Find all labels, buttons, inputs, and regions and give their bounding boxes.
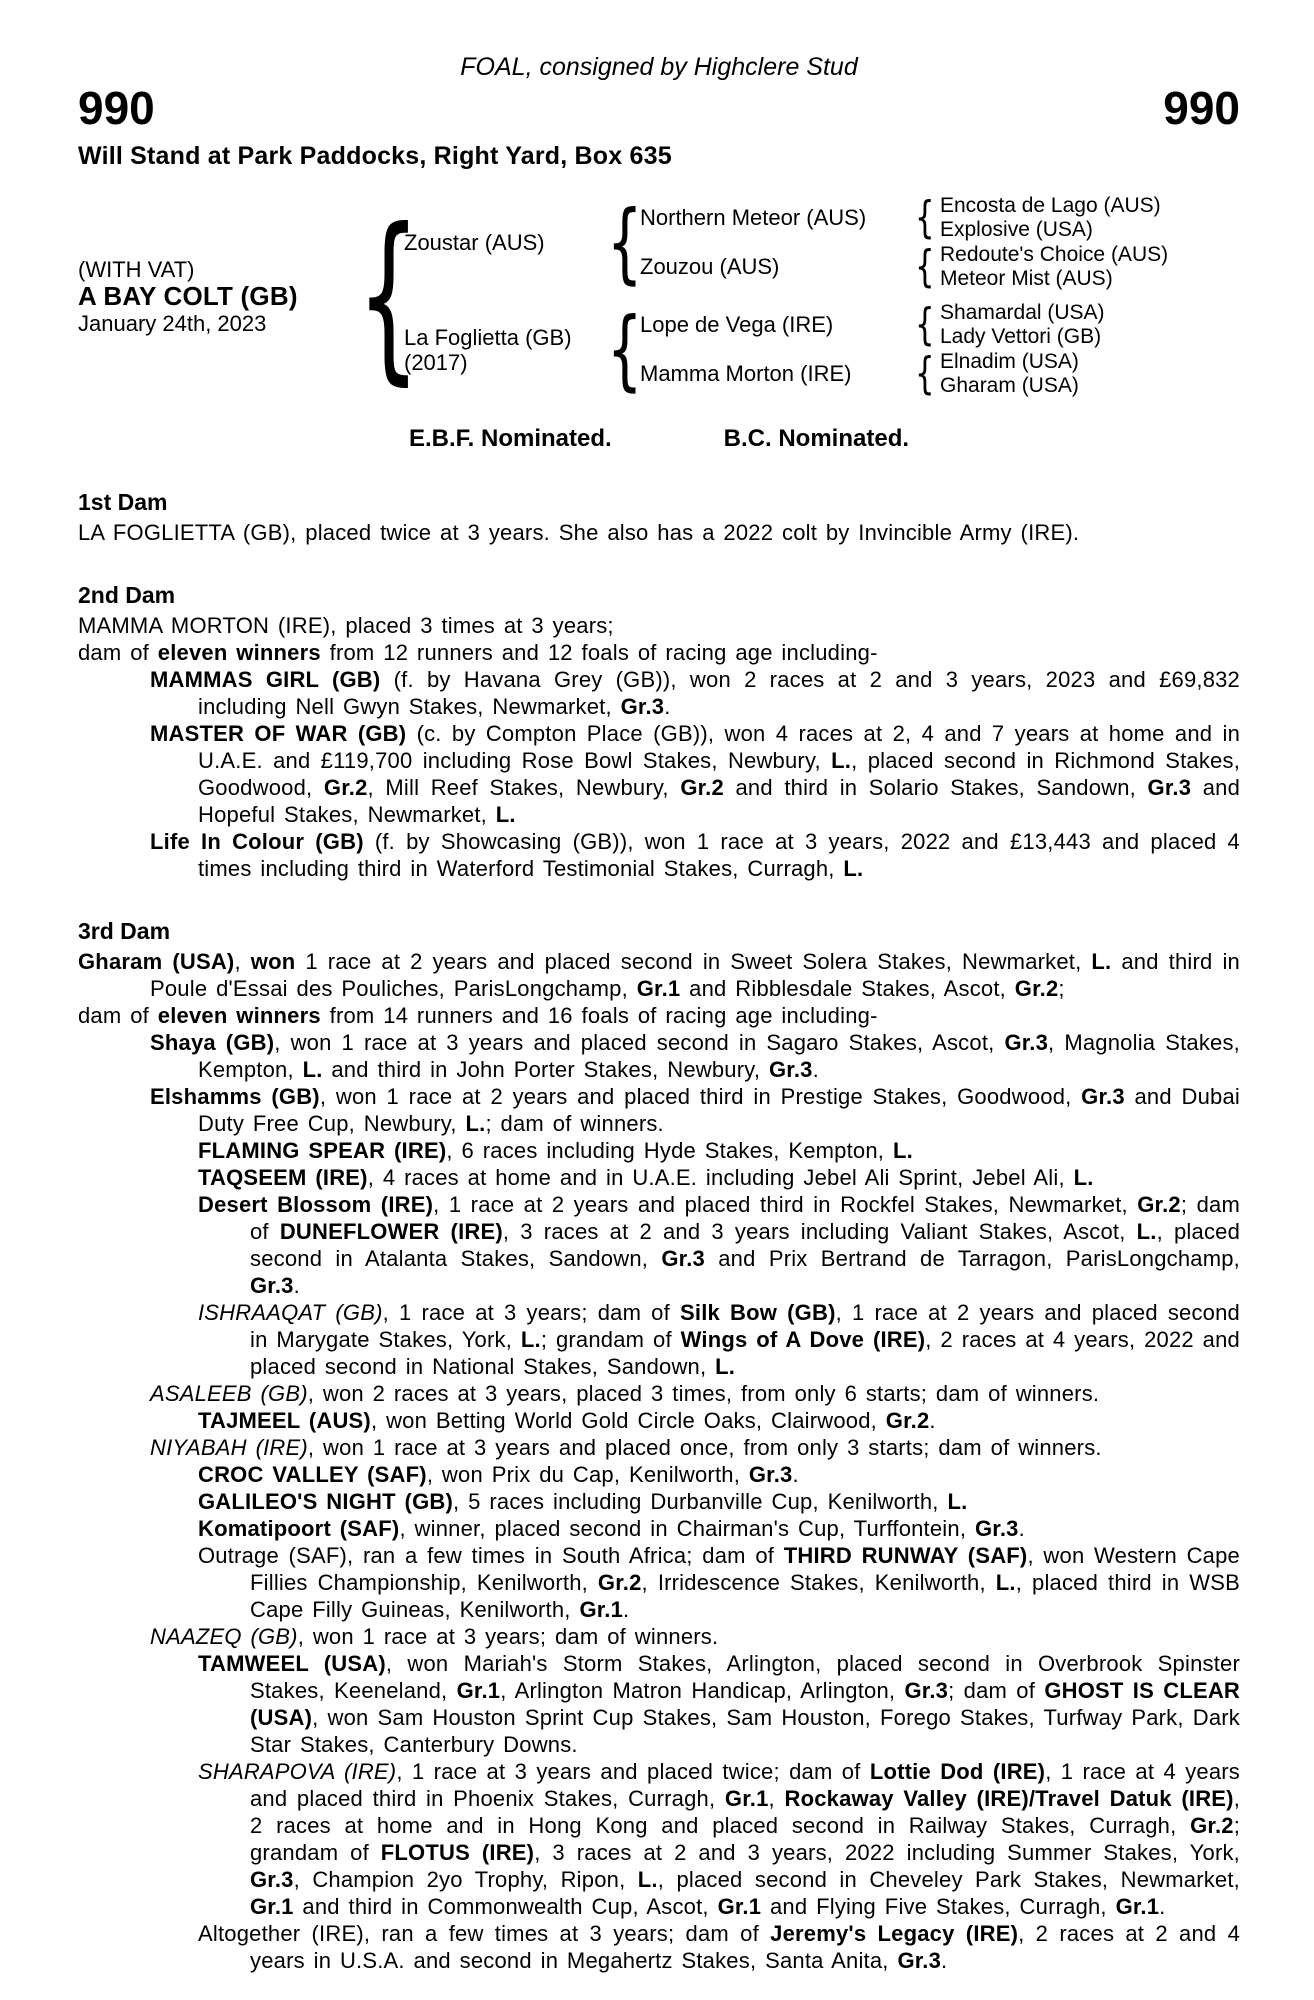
black-type-text: Gr.2 — [1014, 976, 1059, 1001]
black-type-text: MAMMAS GIRL (GB) — [150, 667, 381, 692]
black-type-text: Gr.1 — [579, 1597, 624, 1622]
black-type-text: Gr.3 — [748, 1462, 793, 1487]
black-type-text: Desert Blossom (IRE) — [198, 1192, 434, 1217]
produce-paragraph — [78, 1542, 1240, 1623]
body-text: , 2 races at home and in Hong Kong and placed second in Railway Stakes, Curragh, — [250, 1786, 1241, 1838]
gen4-name: Explosive (USA) — [940, 218, 1093, 241]
dam-sections — [78, 489, 1240, 1974]
produce-paragraph — [78, 1515, 1240, 1542]
black-type-text: Gr.3 — [620, 694, 665, 719]
black-type-text: L. — [465, 1111, 486, 1136]
black-type-text: Gr.2 — [1190, 1813, 1234, 1838]
body-text: . — [664, 694, 671, 719]
produce-paragraph — [78, 1029, 1240, 1083]
body-text: , placed second in Cheveley Park Stakes, Newmarket, — [657, 1867, 1240, 1892]
subject-name: A BAY COLT (GB) — [78, 280, 298, 311]
black-type-text: L. — [302, 1057, 323, 1082]
gen4-name: Lady Vettori (GB) — [940, 325, 1102, 348]
black-type-text: L. — [947, 1489, 968, 1514]
dam-gen3-column — [640, 301, 1105, 399]
produce-paragraph — [78, 1083, 1240, 1137]
produce-paragraph — [78, 1380, 1240, 1407]
brace-icon: { — [607, 191, 643, 294]
body-text: from 12 runners and 12 foals of racing age including- — [320, 640, 878, 665]
black-type-text: FLOTUS (IRE) — [380, 1840, 535, 1865]
body-text: ; dam of winners. — [485, 1111, 664, 1136]
black-type-text: L. — [995, 1570, 1016, 1595]
sire-dam-name: Zouzou (AUS) — [640, 254, 780, 279]
body-text: . — [929, 1408, 936, 1433]
body-text: and third in John Porter Stakes, Newbury, — [322, 1057, 769, 1082]
produce-paragraph — [78, 519, 1240, 546]
body-text: , Magnolia Stakes, Kempton, — [198, 1030, 1240, 1082]
black-type-text: THIRD RUNWAY (SAF) — [783, 1543, 1028, 1568]
body-text: . — [623, 1597, 630, 1622]
body-text: and Hopeful Stakes, Newmarket, — [198, 775, 1241, 827]
body-text: and Prix Bertrand de Tarragon, ParisLongchamp, — [704, 1246, 1240, 1271]
body-text: ; grandam of — [540, 1327, 681, 1352]
black-type-text: Gr.3 — [768, 1057, 813, 1082]
produce-paragraph — [78, 1623, 1240, 1650]
black-type-text: Gr.1 — [456, 1678, 501, 1703]
black-type-text: DUNEFLOWER (IRE) — [279, 1219, 503, 1244]
dam-year-line: (2017) — [404, 349, 468, 375]
body-text: and third in Solario Stakes, Sandown, — [723, 775, 1148, 800]
sire-group — [404, 193, 1168, 292]
lot-number-left: 990 — [78, 82, 155, 134]
black-type-text: Gr.1 — [717, 1894, 762, 1919]
body-text: from 14 runners and 16 foals of racing age including- — [320, 1003, 878, 1028]
black-type-text: Gr.3 — [897, 1948, 942, 1973]
body-text: , Champion 2yo Trophy, Ripon, — [293, 1867, 638, 1892]
black-type-text: Gr.1 — [250, 1894, 294, 1919]
italic-name-text: NAAZEQ (GB) — [150, 1624, 298, 1649]
pedigree-subject — [78, 256, 374, 337]
body-text: and Ribblesdale Stakes, Ascot, — [680, 976, 1015, 1001]
black-type-text: Gr.2 — [680, 775, 724, 800]
black-type-text: L. — [831, 748, 852, 773]
produce-paragraph — [78, 1002, 1240, 1029]
produce-paragraph — [78, 1650, 1240, 1758]
produce-paragraph — [78, 1461, 1240, 1488]
black-type-text: Gr.3 — [1147, 775, 1192, 800]
ebf-nominated: E.B.F. Nominated. — [408, 425, 612, 452]
body-text: , won Mariah's Storm Stakes, Arlington, placed second in Overbrook Spinster Stakes, Keeneland, — [250, 1651, 1240, 1703]
sire-sire-group — [640, 194, 1168, 243]
black-type-text: L. — [892, 1138, 913, 1163]
black-type-text: won — [250, 949, 296, 974]
body-text: , Arlington Matron Handicap, Arlington, — [500, 1678, 905, 1703]
consignor-line: FOAL, consigned by Highclere Stud — [460, 53, 858, 81]
produce-paragraph — [78, 1137, 1240, 1164]
body-text: , placed third in WSB Cape Filly Guineas, Kenilworth, — [250, 1570, 1240, 1622]
sire-gen3-column — [640, 194, 1168, 292]
body-text: , won Prix du Cap, Kenilworth, — [426, 1462, 749, 1487]
body-text: and Flying Five Stakes, Curragh, — [761, 1894, 1116, 1919]
body-text: , 3 races at 2 and 3 years including Valiant Stakes, Ascot, — [502, 1219, 1137, 1244]
black-type-text: TAQSEEM (IRE) — [198, 1165, 368, 1190]
produce-paragraph — [78, 666, 1240, 720]
brace-icon: { — [357, 190, 421, 402]
body-text: , won Sam Houston Sprint Cup Stakes, Sam Houston, Forego Stakes, Turfway Park, Dark Star Stakes, Canterbury Downs. — [250, 1705, 1240, 1757]
sire-sire-name: Northern Meteor (AUS) — [640, 205, 867, 230]
body-text: , 1 race at 3 years; dam of — [382, 1300, 681, 1325]
produce-paragraph — [78, 1434, 1240, 1461]
brace-icon: { — [915, 348, 935, 399]
black-type-text: FLAMING SPEAR (IRE) — [198, 1138, 447, 1163]
produce-paragraph — [78, 1299, 1240, 1380]
subject-foaling-date: January 24th, 2023 — [78, 310, 267, 336]
black-type-text: Gr.1 — [1115, 1894, 1160, 1919]
pedigree-table — [78, 185, 1240, 407]
gen4-name: Shamardal (USA) — [940, 301, 1105, 324]
black-type-text: Elshamms (GB) — [150, 1084, 320, 1109]
subject-vat: (WITH VAT) — [78, 256, 195, 282]
black-type-text: eleven winners — [157, 1003, 321, 1028]
black-type-text: L. — [1091, 949, 1112, 974]
body-text: , won 1 race at 3 years and placed once, from only 3 starts; dam of winners. — [307, 1435, 1102, 1460]
black-type-text: TAJMEEL (AUS) — [198, 1408, 371, 1433]
produce-paragraph — [78, 1191, 1240, 1299]
body-text: , 6 races including Hyde Stakes, Kempton, — [446, 1138, 893, 1163]
black-type-text: Gr.3 — [250, 1273, 294, 1298]
body-text: . — [941, 1948, 948, 1973]
body-text: , 2 races at 4 years, 2022 and placed second in National Stakes, Sandown, — [250, 1327, 1240, 1379]
produce-paragraph — [78, 639, 1240, 666]
black-type-text: Rockaway Valley (IRE)/Travel Datuk (IRE) — [784, 1786, 1234, 1811]
italic-name-text: SHARAPOVA (IRE) — [198, 1759, 397, 1784]
body-text: , 5 races including Durbanville Cup, Kenilworth, — [453, 1489, 948, 1514]
body-text: , won Betting World Gold Circle Oaks, Clairwood, — [370, 1408, 886, 1433]
black-type-text: Gr.2 — [1137, 1192, 1181, 1217]
body-text: ; grandam of — [250, 1813, 1240, 1865]
dam-sire-group — [640, 301, 1105, 350]
black-type-text: L. — [715, 1354, 736, 1379]
black-type-text: Gr.2 — [323, 775, 368, 800]
body-text: , 2 races at 2 and 4 years in U.S.A. and second in Megahertz Stakes, Santa Anita, — [250, 1921, 1240, 1973]
body-text: . — [1159, 1894, 1166, 1919]
produce-paragraph — [78, 1164, 1240, 1191]
black-type-text: Gr.1 — [636, 976, 681, 1001]
body-text: and third in Poule d'Essai des Pouliches, ParisLongchamp, — [150, 949, 1240, 1001]
italic-name-text: ASALEEB (GB) — [150, 1381, 308, 1406]
gen4-pair — [940, 194, 1161, 242]
stand-location: Will Stand at Park Paddocks, Right Yard, Box 635 — [78, 142, 672, 170]
lot-number-right: 990 — [1163, 82, 1240, 134]
body-text: , Mill Reef Stakes, Newbury, — [367, 775, 681, 800]
body-text: , 4 races at home and in U.A.E. including Jebel Ali Sprint, Jebel Ali, — [367, 1165, 1074, 1190]
produce-paragraph — [78, 1758, 1240, 1920]
gen4-name: Gharam (USA) — [940, 374, 1079, 397]
body-text: , 1 race at 3 years and placed twice; dam of — [396, 1759, 870, 1784]
body-text: , placed second in Atalanta Stakes, Sandown, — [250, 1219, 1241, 1271]
black-type-text: L. — [843, 856, 864, 881]
body-text: ; — [1058, 976, 1065, 1001]
body-text: , winner, placed second in Chairman's Cup, Turffontein, — [399, 1516, 975, 1541]
black-type-text: Gr.3 — [661, 1246, 705, 1271]
italic-name-text: ISHRAAQAT (GB) — [198, 1300, 383, 1325]
dam-group — [404, 300, 1168, 399]
bc-nominated: B.C. Nominated. — [723, 425, 910, 452]
black-type-text: Gr.3 — [1081, 1084, 1125, 1109]
black-type-text: Gr.1 — [724, 1786, 769, 1811]
brace-icon: { — [915, 192, 935, 243]
gen4-pair — [940, 243, 1168, 291]
body-text: ; dam of — [948, 1678, 1045, 1703]
black-type-text: Komatipoort (SAF) — [198, 1516, 400, 1541]
produce-paragraph — [78, 828, 1240, 882]
black-type-text: MASTER OF WAR (GB) — [150, 721, 407, 746]
lot-number-row — [78, 84, 1240, 132]
body-text: dam of — [78, 1003, 158, 1028]
body-text: , — [768, 1786, 785, 1811]
brace-icon: { — [915, 299, 935, 350]
produce-paragraph — [78, 948, 1240, 1002]
gen4-pair — [940, 301, 1105, 349]
black-type-text: L. — [637, 1867, 658, 1892]
gen4-name: Meteor Mist (AUS) — [940, 267, 1113, 290]
black-type-text: eleven winners — [157, 640, 321, 665]
black-type-text: L. — [1136, 1219, 1157, 1244]
body-text: , won Western Cape Fillies Championship, Kenilworth, — [250, 1543, 1240, 1595]
body-text: , won 1 race at 3 years; dam of winners. — [297, 1624, 719, 1649]
black-type-text: Silk Bow (GB) — [680, 1300, 836, 1325]
black-type-text: Gr.3 — [974, 1516, 1019, 1541]
sire-name: Zoustar (AUS) — [404, 230, 545, 255]
body-text: , 3 races at 2 and 3 years, 2022 including Summer Stakes, York, — [534, 1840, 1240, 1865]
body-text: , 1 race at 2 years and placed third in Rockfel Stakes, Newmarket, — [433, 1192, 1138, 1217]
nominations-row — [78, 425, 1240, 453]
gen4-name: Elnadim (USA) — [940, 350, 1079, 373]
body-text: , — [234, 949, 251, 974]
black-type-text: L. — [1073, 1165, 1094, 1190]
body-text: . — [792, 1462, 799, 1487]
body-text: , Irridescence Stakes, Kenilworth, — [641, 1570, 996, 1595]
dam-sire-name: Lope de Vega (IRE) — [640, 312, 834, 337]
body-text: Altogether (IRE), ran a few times at 3 years; dam of — [198, 1921, 771, 1946]
dam-heading: 1st Dam — [78, 489, 168, 515]
black-type-text: Gr.2 — [885, 1408, 930, 1433]
body-text: (c. by Compton Place (GB)), won 4 races at 2, 4 and 7 years at home and in U.A.E. and £119,700 including Rose Bowl Stakes, Newbury, — [198, 721, 1241, 773]
black-type-text: L. — [495, 802, 516, 827]
dam-name — [404, 325, 610, 375]
produce-paragraph — [78, 612, 1240, 639]
gen4-name: Encosta de Lago (AUS) — [940, 194, 1161, 217]
brace-icon: { — [915, 241, 935, 292]
black-type-text: Gr.2 — [597, 1570, 642, 1595]
black-type-text: GALILEO'S NIGHT (GB) — [198, 1489, 453, 1514]
produce-paragraph — [78, 1488, 1240, 1515]
body-text: 1 race at 2 years and placed second in Sweet Solera Stakes, Newmarket, — [295, 949, 1092, 974]
body-text: Outrage (SAF), ran a few times in South Africa; dam of — [198, 1543, 784, 1568]
body-text: , placed second in Richmond Stakes, Goodwood, — [198, 748, 1241, 800]
body-text: LA FOGLIETTA (GB), placed twice at 3 years. She also has a 2022 colt by Invincible Army (IRE). — [78, 520, 1080, 545]
black-type-text: GHOST IS CLEAR (USA) — [250, 1678, 1241, 1730]
black-type-text: L. — [520, 1327, 541, 1352]
black-type-text: Gharam (USA) — [78, 949, 235, 974]
black-type-text: TAMWEEL (USA) — [198, 1651, 386, 1676]
black-type-text: Lottie Dod (IRE) — [869, 1759, 1046, 1784]
body-text: , 1 race at 2 years and placed second in Marygate Stakes, York, — [250, 1300, 1240, 1352]
dam-dam-name: Mamma Morton (IRE) — [640, 361, 852, 386]
body-text: . — [293, 1273, 300, 1298]
gen4-name: Redoute's Choice (AUS) — [940, 243, 1169, 266]
black-type-text: CROC VALLEY (SAF) — [198, 1462, 427, 1487]
gen4-pair — [940, 350, 1079, 398]
body-text: (f. by Havana Grey (GB)), won 2 races at 2 and 3 years, 2023 and £69,832 including Nell Gwyn Stakes, Newmarket, — [198, 667, 1240, 719]
body-text: , won 1 race at 2 years and placed third in Prestige Stakes, Goodwood, — [319, 1084, 1082, 1109]
body-text: . — [812, 1057, 819, 1082]
black-type-text: Wings of A Dove (IRE) — [680, 1327, 926, 1352]
body-text: and third in Commonwealth Cup, Ascot, — [293, 1894, 718, 1919]
pedigree-gen2-column — [404, 193, 1168, 399]
body-text: MAMMA MORTON (IRE), placed 3 times at 3 years; — [78, 613, 614, 638]
produce-paragraph — [78, 1407, 1240, 1434]
italic-name-text: NIYABAH (IRE) — [150, 1435, 308, 1460]
body-text: (f. by Showcasing (GB)), won 1 race at 3 years, 2022 and £13,443 and placed 4 times including third in Waterford Testimonial Stakes, Curragh, — [198, 829, 1240, 881]
produce-paragraph — [78, 1920, 1240, 1974]
body-text: , 1 race at 4 years and placed third in Phoenix Stakes, Curragh, — [250, 1759, 1240, 1811]
body-text: and Dubai Duty Free Cup, Newbury, — [198, 1084, 1240, 1136]
black-type-text: Gr.3 — [1004, 1030, 1049, 1055]
dam-heading: 3rd Dam — [78, 918, 171, 944]
produce-paragraph — [78, 720, 1240, 828]
body-text: , won 1 race at 3 years and placed second in Sagaro Stakes, Ascot, — [274, 1030, 1005, 1055]
body-text: , won 2 races at 3 years, placed 3 times, from only 6 starts; dam of winners. — [307, 1381, 1100, 1406]
dam-dam-group — [640, 350, 1105, 399]
black-type-text: Shaya (GB) — [150, 1030, 275, 1055]
black-type-text: Jeremy's Legacy (IRE) — [770, 1921, 1019, 1946]
black-type-text: Gr.3 — [250, 1867, 294, 1892]
body-text: dam of — [78, 640, 158, 665]
brace-icon: { — [607, 298, 643, 401]
sire-dam-group — [640, 243, 1168, 292]
dam-name-line: La Foglietta (GB) — [404, 324, 572, 350]
body-text: . — [1018, 1516, 1025, 1541]
body-text: ; dam of — [250, 1192, 1240, 1244]
dam-heading: 2nd Dam — [78, 582, 176, 608]
black-type-text: Life In Colour (GB) — [150, 829, 364, 854]
black-type-text: Gr.3 — [904, 1678, 949, 1703]
